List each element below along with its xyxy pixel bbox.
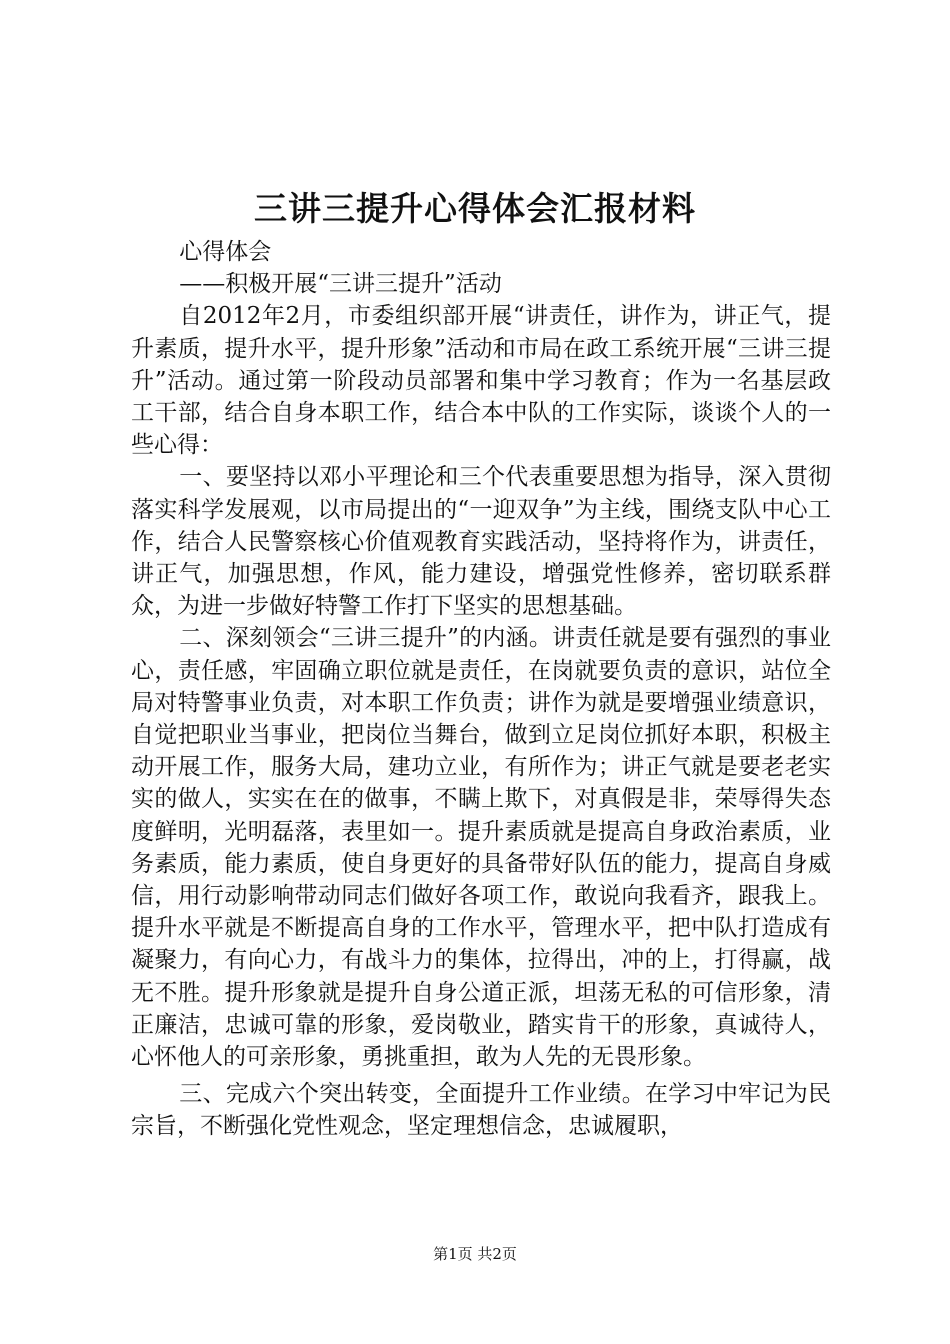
document-title: 三讲三提升心得体会汇报材料 xyxy=(254,189,696,228)
page-footer: 第1页 共2页 xyxy=(433,1245,517,1263)
paragraph-subtitle: ——积极开展“三讲三提升”活动 xyxy=(179,271,502,298)
paragraph-point-two: 二、深刻领会“三讲三提升”的内涵。讲责任就是要有强烈的事业心，责任感，牢固确立职位就是责任，在岗就要负责的意识，站位全局对特警事业负责，对本职工作负责；讲作为就是要增强业绩意识，自觉把职业当事业，把岗位当舞台，做到立足岗位抓好本职，积极主动开展工作，服务大局，建功立业，有所作为；讲正气就是要老老实实的做人，实实在在的做事，不瞒上欺下，对真假是非，荣辱得失态度鲜明，光明磊落，表里如一。提升素质就是提高自身政治素质，业务素质，能力素质，使自身更好的具备带好队伍的能力，提高自身威信，用行动影响带动同志们做好各项工作，敢说向我看齐，跟我上。提升水平就是不断提高自身的工作水平，管理水平，把中队打造成有凝聚力，有向心力，有战斗力的集体，拉得出，冲的上，打得赢，战无不胜。提升形象就是提升自身公道正派，坦荡无私的可信形象，清正廉洁，忠诚可靠的形象，爱岗敬业，踏实肯干的形象，真诚待人，心怀他人的可亲形象，勇挑重担，敢为人先的无畏形象。 xyxy=(131,625,831,1071)
paragraph-intro: 自2012年2月，市委组织部开展“讲责任，讲作为，讲正气，提升素质，提升水平，提升形象”活动和市局在政工系统开展“三讲三提升”活动。通过第一阶段动员部署和集中学习教育；作为一名基层政工干部，结合自身本职工作，结合本中队的工作实际，谈谈个人的一些心得： xyxy=(131,303,831,459)
paragraph-heading: 心得体会 xyxy=(179,239,272,265)
document-body xyxy=(131,236,831,1143)
paragraph-point-three: 三、完成六个突出转变，全面提升工作业绩。在学习中牢记为民宗旨，不断强化党性观念，坚定理想信念，忠诚履职， xyxy=(131,1081,831,1140)
paragraph-point-one: 一、要坚持以邓小平理论和三个代表重要思想为指导，深入贯彻落实科学发展观，以市局提出的“一迎双争”为主线，围绕支队中心工作，结合人民警察核心价值观教育实践活动，坚持将作为，讲责任，讲正气，加强思想，作风，能力建设，增强党性修养，密切联系群众，为进一步做好特警工作打下坚实的思想基础。 xyxy=(131,464,831,620)
